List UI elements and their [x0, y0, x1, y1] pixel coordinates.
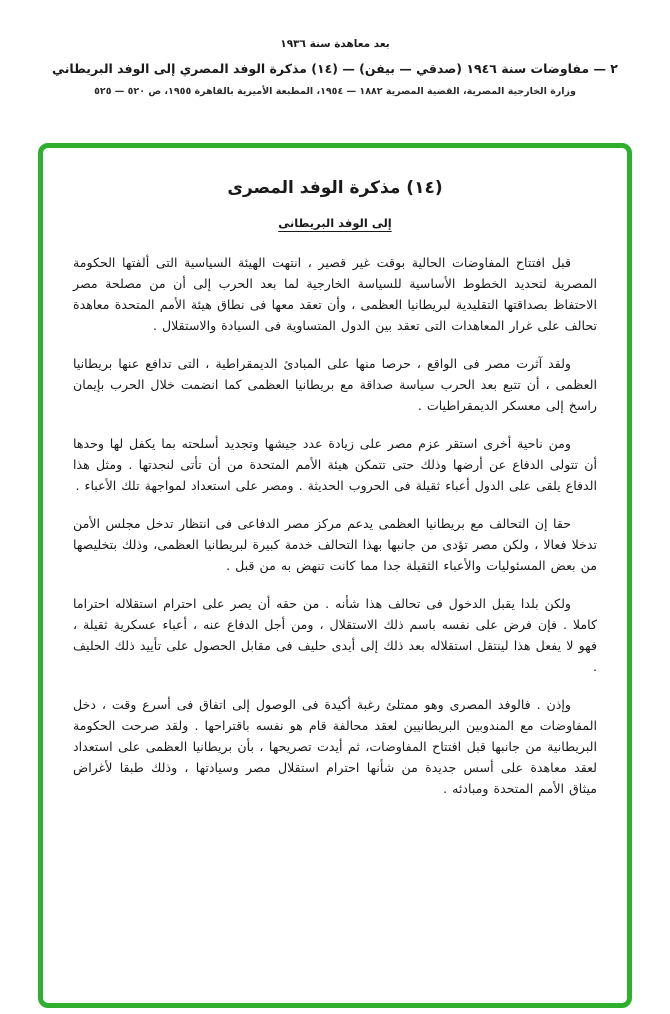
paragraph-3: ومن ناحية أخرى استقر عزم مصر على زيادة عدد جيشها وتجديد أسلحته بما يكفل لها وحدها أن تتولى الدفاع عن أرضها وذلك حتى تتمكن هيئة الأمم المتحدة من أن تأتى لنجدتها . ومثل هذا الدفاع يلقى على الدول أعباء ثقيلة فى الحروب الحديثة . ومصر على استعداد لمواجهة تلك الأعباء .	[73, 436, 597, 493]
header-note: بعد معاهدة سنة ١٩٣٦	[280, 38, 390, 50]
document-body	[73, 252, 597, 799]
page-header	[0, 0, 670, 97]
paragraph-5: ولكن بلدا يقبل الدخول فى تحالف هذا شأنه . من حقه أن يصر على احترام استقلاله احتراما كاملا . فإن فرض على نفسه باسم ذلك الاستقلال ، ومن أجل الدفاع عنه ، أعباء عسكرية ثقيلة ، فهو لا يفعل هذا لينتقل استقلاله بعد ذلك إلى أيدى حليف فى مقابل الحصول على تأييد ذلك الحليف .	[73, 596, 597, 674]
header-source-citation: وزارة الخارجية المصرية، القضية المصرية ١٨٨٢ — ١٩٥٤، المطبعة الأميرية بالقاهرة ١٩٥٥، ص ٥٢٠ — ٥٢٥	[94, 86, 576, 98]
green-highlight-frame	[38, 143, 632, 1008]
paragraph-2: ولقد آثرت مصر فى الواقع ، حرصا منها على المبادئ الديمقراطية ، التى تدافع عنها بريطانيا العظمى ، أن تتبع بعد الحرب سياسة صداقة مع بريطانيا العظمى كما انضمت خلال الحرب بإيمان راسخ إلى معسكر الديمقراطيات .	[73, 356, 597, 413]
header-title: ٢ — مفاوضات سنة ١٩٤٦ (صدقي — بيفن) — (١٤) مذكرة الوفد المصري إلى الوفد البريطاني	[52, 61, 618, 76]
paragraph-1: قبل افتتاح المفاوضات الحالية بوقت غير قصير ، انتهت الهيئة السياسية التى ألفتها الحكومة المصرية لتحديد الخطوط الأساسية للسياسة الخارجية لما بعد الحرب إلى أن من مصلحة مصر الاحتفاظ بصداقتها التقليدية لبريطانيا العظمى ، وأن تعقد معها فى نطاق هيئة الأمم المتحدة معاهدة تحالف على غرار المعاهدات التى تعقد بين الدول المتساوية فى السيادة والاستقلال .	[73, 255, 597, 333]
paragraph-4: حقا إن التحالف مع بريطانيا العظمى يدعم مركز مصر الدفاعى فى انتظار تدخل مجلس الأمن تدخلا فعالا ، ولكن مصر تؤدى من جانبها بهذا التحالف خدمة كبيرة لبريطانيا العظمى، وذلك بتخليصها من بعض المسئوليات والأعباء الثقيلة جدا مما كانت تنهض به من قبل .	[73, 516, 597, 573]
document-subtitle: إلى الوفد البريطانى	[278, 216, 392, 230]
document-title: (١٤) مذكرة الوفد المصرى	[227, 178, 443, 198]
paragraph-6: وإذن . فالوفد المصرى وهو ممتلئ رغبة أكيدة فى الوصول إلى اتفاق فى أسرع وقت ، دخل المفاوضات مع المندوبين البريطانيين لعقد محالفة قام هو نفسه باقتراحها . ولقد صرحت الحكومة البريطانية من جانبها قبل افتتاح المفاوضات، ثم أيدت تصريحها ، بأن بريطانيا العظمى على استعداد لعقد معاهدة على أسس جديدة من شأنها احترام استقلال مصر وسيادتها ، وذلك طبقا لأغراض ميثاق الأمم المتحدة ومبادئه .	[73, 697, 597, 796]
